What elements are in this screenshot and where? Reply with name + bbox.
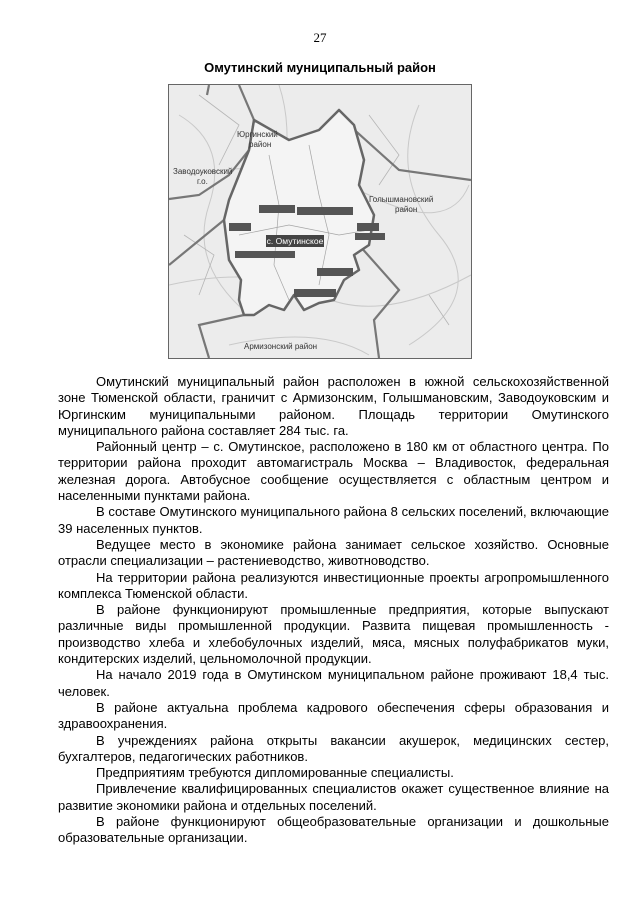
paragraph: Ведущее место в экономике района занимает сельское хозяйство. Основные отрасли специализации – растениеводство, животноводство. [58, 536, 609, 569]
map-label-yurginsky-2: район [249, 140, 272, 149]
map-label-zavodoukovsky-1: Заводоуковский [173, 167, 233, 176]
paragraph: В районе функционируют промышленные предприятия, которые выпускают различные виды промышленной продукции. Развита пищевая промышленность - производство хлеба и хлебобулочных изделий, мяса, мясных полуфабрикатов муки, кондитерских изделий, цельномолочной продукции. [58, 602, 609, 667]
paragraph: В учреждениях района открыты вакансии акушерок, медицинских сестер, бухгалтеров, педагогических работников. [58, 732, 609, 764]
map-label-zavodoukovsky-2: г.о. [197, 177, 208, 186]
paragraph: На начало 2019 года в Омутинском муниципальном районе проживают 18,4 тыс. человек. [58, 667, 609, 699]
map-label-golyshmanovsky-2: район [395, 205, 418, 214]
paragraph: Привлечение квалифицированных специалистов окажет существенное влияние на развитие экономики района и отдельных поселений. [58, 781, 609, 813]
paragraph: В составе Омутинского муниципального района 8 сельских поселений, включающие 39 населенных пунктов. [58, 504, 609, 536]
map-label-yurginsky-1: Юргинский [237, 130, 278, 139]
paragraph: На территории района реализуются инвестиционные проекты агропромышленного комплекса Тюменской области. [58, 569, 609, 601]
paragraph: Омутинский муниципальный район расположен в южной сельскохозяйственной зоне Тюменской области, граничит с Армизонским, Голышмановским, Заводоуковским и Юргинским муниципальными районом. Площадь территории Омутинского муниципального района составляет 284 тыс. га. [58, 374, 609, 438]
body-text [58, 374, 609, 847]
paragraph: В районе актуальна проблема кадрового обеспечения сферы образования и здравоохранения. [58, 699, 609, 732]
paragraph: Районный центр – с. Омутинское, расположено в 180 км от областного центра. По территории района проходит автомагистраль Москва – Владивосток, федеральная железная дорога. Автобусное сообщение осуществляется с областным центром и населенными пунктами района. [58, 439, 609, 504]
paragraph: В районе функционируют общеобразовательные организации и дошкольные образовательные организации. [58, 814, 609, 846]
district-map [168, 84, 472, 359]
map-label-golyshmanovsky-1: Голышмановский [369, 195, 434, 204]
map-label-center: с. Омутинское [266, 236, 324, 246]
page-number: 27 [313, 30, 327, 45]
map-label-armizonsky: Армизонский район [244, 342, 318, 351]
page-title: Омутинский муниципальный район [204, 60, 436, 75]
district-map-svg [169, 85, 471, 358]
paragraph: Предприятиям требуются дипломированные специалисты. [96, 765, 454, 781]
